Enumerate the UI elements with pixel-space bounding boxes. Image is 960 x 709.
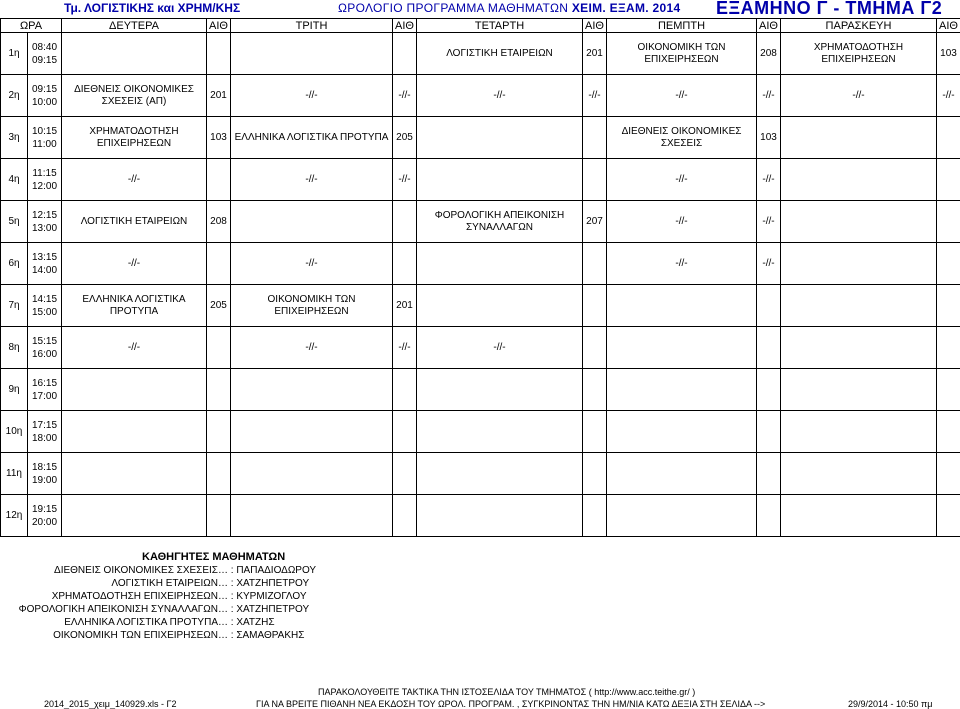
course-cell [231,33,393,75]
timetable [0,18,960,537]
room-cell: 208 [207,201,231,243]
department-name: Τμ. ΛΟΓΙΣΤΙΚΗΣ και ΧΡΗΜ/ΚΗΣ [64,1,241,15]
table-row [1,411,960,453]
course-cell [417,495,583,537]
course-cell [417,117,583,159]
room-cell [583,495,607,537]
time-range: 15:15 16:00 [28,327,62,369]
room-cell [583,369,607,411]
course-cell [781,495,937,537]
room-cell [937,411,960,453]
course-cell: ΛΟΓΙΣΤΙΚΗ ΕΤΑΙΡΕΙΩΝ [62,201,207,243]
col-room: ΑΙΘ [207,19,231,33]
room-cell: 201 [393,285,417,327]
room-cell [393,495,417,537]
period-number: 3η [1,117,28,159]
room-cell [393,33,417,75]
professor-course: ΟΙΚΟΝΟΜΙΚΗ ΤΩΝ ΕΠΙΧΕΙΡΗΣΕΩΝ [53,630,218,641]
room-cell: 201 [207,75,231,117]
room-cell [937,243,960,285]
course-cell: ΟΙΚΟΝΟΜΙΚΗ ΤΩΝ ΕΠΙΧΕΙΡΗΣΕΩΝ [607,33,757,75]
room-cell: 103 [207,117,231,159]
course-cell: -//- [417,75,583,117]
version-note: ΓΙΑ ΝΑ ΒΡΕΙΤΕ ΠΙΘΑΝΗ ΝΕΑ ΕΚΔΟΣΗ ΤΟΥ ΩΡΟΛ. ΠΡΟΓΡΑΜ. , ΣΥΓΚΡΙΝΟΝΤΑΣ ΤΗΝ ΗΜ/ΝΙΑ ΚΑΤΩ ΔΕΞΙΑ ΣΤΗ ΣΕΛΙΔΑ --> [256,699,766,709]
course-cell: -//- [231,243,393,285]
professor-name: … : ΧΑΤΖΗΠΕΤΡΟΥ [218,578,310,589]
room-cell: -//- [937,75,960,117]
course-cell [417,243,583,285]
course-cell: -//- [231,75,393,117]
time-range: 09:15 10:00 [28,75,62,117]
course-cell: ΛΟΓΙΣΤΙΚΗ ΕΤΑΙΡΕΙΩΝ [417,33,583,75]
room-cell [583,243,607,285]
period-number: 1η [1,33,28,75]
professor-name: … : ΣΑΜΑΘΡΑΚΗΣ [218,630,305,641]
table-row [1,285,960,327]
course-cell: -//- [607,243,757,285]
professor-name: … : ΚΥΡΜΙΖΟΓΛΟΥ [218,591,307,602]
table-row [1,453,960,495]
course-cell [781,201,937,243]
period-number: 12η [1,495,28,537]
professor-course: ΧΡΗΜΑΤΟΔΟΤΗΣΗ ΕΠΙΧΕΙΡΗΣΕΩΝ [51,591,218,602]
course-cell: ΧΡΗΜΑΤΟΔΟΤΗΣΗ ΕΠΙΧΕΙΡΗΣΕΩΝ [62,117,207,159]
room-cell [393,411,417,453]
room-cell [583,159,607,201]
table-row [1,243,960,285]
room-cell [937,159,960,201]
room-cell [207,159,231,201]
room-cell: -//- [757,243,781,285]
semester-label: ΕΞΑΜΗΝΟ Γ - ΤΜΗΜΑ Γ2 [716,0,943,18]
room-cell: 201 [583,33,607,75]
room-cell [937,201,960,243]
room-cell: 208 [757,33,781,75]
course-cell [781,453,937,495]
room-cell [207,411,231,453]
course-cell [607,453,757,495]
col-day-tue: ΤΡΙΤΗ [231,19,393,33]
course-cell: -//- [607,75,757,117]
table-row [1,159,960,201]
course-cell: ΕΛΛΗΝΙΚΑ ΛΟΓΙΣΤΙΚΑ ΠΡΟΤΥΠΑ [231,117,393,159]
course-cell [781,285,937,327]
course-cell [62,411,207,453]
course-cell [607,285,757,327]
course-cell: ΔΙΕΘΝΕΙΣ ΟΙΚΟΝΟΜΙΚΕΣ ΣΧΕΣΕΙΣ (ΑΠ) [62,75,207,117]
table-row [1,201,960,243]
course-cell [231,453,393,495]
room-cell [757,327,781,369]
course-cell: -//- [607,201,757,243]
room-cell [583,285,607,327]
table-row [1,369,960,411]
professor-course: ΛΟΓΙΣΤΙΚΗ ΕΤΑΙΡΕΙΩΝ [111,578,218,589]
room-cell: 205 [207,285,231,327]
room-cell: 103 [757,117,781,159]
course-cell [417,453,583,495]
course-cell [417,285,583,327]
room-cell: -//- [757,75,781,117]
time-range: 17:15 18:00 [28,411,62,453]
time-range: 08:40 09:15 [28,33,62,75]
course-cell: -//- [781,75,937,117]
professor-course: ΦΟΡΟΛΟΓΙΚΗ ΑΠΕΙΚΟΝΙΣΗ ΣΥΝΑΛΛΑΓΩΝ [18,604,218,615]
col-day-fri: ΠΑΡΑΣΚΕΥΗ [781,19,937,33]
course-cell: ΔΙΕΘΝΕΙΣ ΟΙΚΟΝΟΜΙΚΕΣ ΣΧΕΣΕΙΣ [607,117,757,159]
course-cell [62,33,207,75]
course-cell: ΟΙΚΟΝΟΜΙΚΗ ΤΩΝ ΕΠΙΧΕΙΡΗΣΕΩΝ [231,285,393,327]
room-cell: -//- [757,201,781,243]
course-cell: ΦΟΡΟΛΟΓΙΚΗ ΑΠΕΙΚΟΝΙΣΗ ΣΥΝΑΛΛΑΓΩΝ [417,201,583,243]
page-header [0,0,960,18]
room-cell [757,285,781,327]
period-number: 4η [1,159,28,201]
course-cell: -//- [417,327,583,369]
course-cell [231,369,393,411]
course-cell [417,411,583,453]
course-cell [417,369,583,411]
col-day-mon: ΔΕΥΤΕΡΑ [62,19,207,33]
course-cell [607,495,757,537]
header-row [1,19,960,33]
room-cell: -//- [757,159,781,201]
time-range: 16:15 17:00 [28,369,62,411]
time-range: 11:15 12:00 [28,159,62,201]
print-date: 29/9/2014 - 10:50 πμ [848,699,933,709]
room-cell [393,201,417,243]
course-cell: -//- [607,159,757,201]
room-cell [207,369,231,411]
room-cell: 103 [937,33,960,75]
course-cell [781,117,937,159]
course-cell: -//- [231,159,393,201]
course-cell [231,201,393,243]
room-cell [393,453,417,495]
room-cell: -//- [583,75,607,117]
professor-course: ΔΙΕΘΝΕΙΣ ΟΙΚΟΝΟΜΙΚΕΣ ΣΧΕΣΕΙΣ [54,565,218,576]
period-number: 7η [1,285,28,327]
course-cell [781,243,937,285]
course-cell [231,495,393,537]
professors-title: ΚΑΘΗΓΗΤΕΣ ΜΑΘΗΜΑΤΩΝ [142,551,286,563]
room-cell: -//- [393,327,417,369]
room-cell [937,327,960,369]
period-number: 11η [1,453,28,495]
course-cell: ΕΛΛΗΝΙΚΑ ΛΟΓΙΣΤΙΚΑ ΠΡΟΤΥΠΑ [62,285,207,327]
course-cell [781,369,937,411]
course-cell [62,369,207,411]
course-cell [62,453,207,495]
course-cell: -//- [231,327,393,369]
schedule-title: ΩΡΟΛΟΓΙΟ ΠΡΟΓΡΑΜΜΑ ΜΑΘΗΜΑΤΩΝ ΧΕΙΜ. ΕΞΑΜ. 2014 [338,1,681,15]
course-cell [62,495,207,537]
period-number: 6η [1,243,28,285]
room-cell [583,411,607,453]
room-cell [937,453,960,495]
col-hour: ΩΡΑ [1,19,62,33]
course-cell: -//- [62,327,207,369]
table-row [1,495,960,537]
table-row [1,327,960,369]
website-notice: ΠΑΡΑΚΟΛΟΥΘΕΙΤΕ ΤΑΚΤΙΚΑ ΤΗΝ ΙΣΤΟΣΕΛΙΔΑ ΤΟΥ ΤΜΗΜΑΤΟΣ ( http://www.acc.teithe.gr/ ) [318,687,696,697]
course-cell [607,411,757,453]
period-number: 10η [1,411,28,453]
room-cell [207,327,231,369]
room-cell [937,285,960,327]
room-cell [393,369,417,411]
room-cell [393,243,417,285]
room-cell: -//- [393,159,417,201]
course-cell [231,411,393,453]
room-cell [207,243,231,285]
room-cell [583,327,607,369]
room-cell [583,117,607,159]
period-number: 8η [1,327,28,369]
professor-course: ΕΛΛΗΝΙΚΑ ΛΟΓΙΣΤΙΚΑ ΠΡΟΤΥΠΑ [64,617,218,628]
course-cell: ΧΡΗΜΑΤΟΔΟΤΗΣΗ ΕΠΙΧΕΙΡΗΣΕΩΝ [781,33,937,75]
room-cell [207,495,231,537]
room-cell: 205 [393,117,417,159]
course-cell [417,159,583,201]
course-cell [781,159,937,201]
room-cell [757,495,781,537]
room-cell [757,411,781,453]
col-day-thu: ΠΕΜΠΤΗ [607,19,757,33]
col-room: ΑΙΘ [757,19,781,33]
professor-name: … : ΠΑΠΑΔΙΟΔΩΡΟΥ [218,565,317,576]
file-name: 2014_2015_χειμ_140929.xls - Γ2 [44,699,177,709]
col-room: ΑΙΘ [937,19,960,33]
time-range: 14:15 15:00 [28,285,62,327]
professor-name: … : ΧΑΤΖΗΣ [218,617,275,628]
time-range: 12:15 13:00 [28,201,62,243]
time-range: 13:15 14:00 [28,243,62,285]
col-room: ΑΙΘ [583,19,607,33]
room-cell: 207 [583,201,607,243]
course-cell [781,411,937,453]
table-row [1,117,960,159]
col-day-wed: ΤΕΤΑΡΤΗ [417,19,583,33]
room-cell [937,117,960,159]
room-cell [207,453,231,495]
period-number: 2η [1,75,28,117]
room-cell [757,453,781,495]
table-row [1,33,960,75]
period-number: 5η [1,201,28,243]
room-cell [583,453,607,495]
period-number: 9η [1,369,28,411]
room-cell: -//- [393,75,417,117]
room-cell [757,369,781,411]
course-cell [607,327,757,369]
room-cell [207,33,231,75]
room-cell [937,369,960,411]
course-cell [607,369,757,411]
course-cell: -//- [62,243,207,285]
col-room: ΑΙΘ [393,19,417,33]
course-cell: -//- [62,159,207,201]
time-range: 10:15 11:00 [28,117,62,159]
table-row [1,75,960,117]
course-cell [781,327,937,369]
time-range: 18:15 19:00 [28,453,62,495]
time-range: 19:15 20:00 [28,495,62,537]
room-cell [937,495,960,537]
professor-name: … : ΧΑΤΖΗΠΕΤΡΟΥ [218,604,310,615]
